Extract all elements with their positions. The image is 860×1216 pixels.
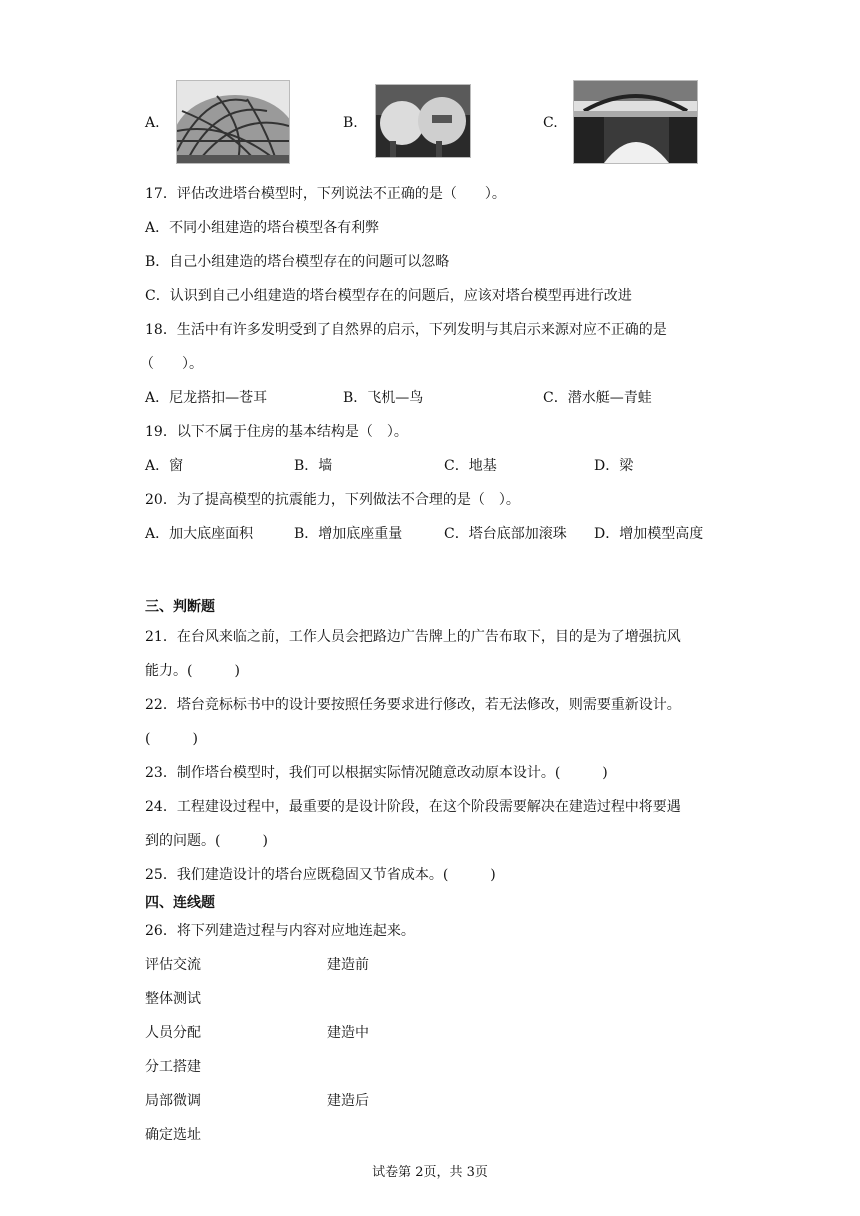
question-21-line1: 21．在台风来临之前，工作人员会把路边广告牌上的广告布取下，目的是为了增强抗风 xyxy=(145,629,681,645)
question-22-line2: ( ) xyxy=(145,731,198,747)
arch-bridge-photo xyxy=(573,80,698,164)
bird-nest-stadium-photo xyxy=(176,80,290,164)
match-left-item: 确定选址 xyxy=(145,1127,201,1143)
question-18-stem: 18．生活中有许多发明受到了自然界的启示，下列发明与其启示来源对应不正确的是 xyxy=(145,322,667,338)
match-right-item: 建造后 xyxy=(327,1093,369,1109)
question-18-option-b: B．飞机—鸟 xyxy=(343,390,424,406)
match-left-item: 人员分配 xyxy=(145,1025,201,1041)
option-label-c: C. xyxy=(543,115,558,131)
question-24-line2: 到的问题。( ) xyxy=(145,833,268,849)
question-20-option-b: B．增加底座重量 xyxy=(294,526,403,542)
match-right-item: 建造中 xyxy=(327,1025,369,1041)
question-17-option-c: C．认识到自己小组建造的塔台模型存在的问题后，应该对塔台模型再进行改进 xyxy=(145,288,632,304)
match-left-item: 评估交流 xyxy=(145,957,201,973)
question-17-option-a: A．不同小组建造的塔台模型各有利弊 xyxy=(145,220,380,236)
question-17-stem: 17．评估改进塔台模型时，下列说法不正确的是（ ）。 xyxy=(145,186,506,202)
question-18-option-c: C．潜水艇—青蛙 xyxy=(543,390,652,406)
match-left-item: 分工搭建 xyxy=(145,1059,201,1075)
match-right-item: 建造前 xyxy=(327,957,369,973)
question-18-option-a: A．尼龙搭扣—苍耳 xyxy=(145,390,268,406)
spherical-tanks-photo xyxy=(375,84,471,158)
question-19-option-a: A．窗 xyxy=(145,458,184,474)
question-26-stem: 26．将下列建造过程与内容对应地连起来。 xyxy=(145,923,415,939)
section-4-heading: 四、连线题 xyxy=(145,895,215,911)
question-20-stem: 20．为了提高模型的抗震能力，下列做法不合理的是（ ）。 xyxy=(145,492,520,508)
section-3-heading: 三、判断题 xyxy=(145,599,215,615)
question-24-line1: 24．工程建设过程中，最重要的是设计阶段，在这个阶段需要解决在建造过程中将要遇 xyxy=(145,799,681,815)
question-22-line1: 22．塔台竞标标书中的设计要按照任务要求进行修改，若无法修改，则需要重新设计。 xyxy=(145,697,681,713)
question-19-option-d: D．梁 xyxy=(594,458,634,474)
question-21-line2: 能力。( ) xyxy=(145,663,240,679)
match-left-item: 整体测试 xyxy=(145,991,201,1007)
question-19-stem: 19．以下不属于住房的基本结构是（ ）。 xyxy=(145,424,408,440)
question-20-option-d: D．增加模型高度 xyxy=(594,526,704,542)
question-17-option-b: B．自己小组建造的塔台模型存在的问题可以忽略 xyxy=(145,254,450,270)
question-20-option-a: A．加大底座面积 xyxy=(145,526,254,542)
question-25: 25．我们建造设计的塔台应既稳固又节省成本。( ) xyxy=(145,867,496,883)
question-18-stem-cont: （ ）。 xyxy=(140,356,203,372)
match-left-item: 局部微调 xyxy=(145,1093,201,1109)
question-19-option-c: C．地基 xyxy=(444,458,497,474)
question-23: 23．制作塔台模型时，我们可以根据实际情况随意改动原本设计。( ) xyxy=(145,765,608,781)
question-20-option-c: C．塔台底部加滚珠 xyxy=(444,526,567,542)
option-label-b: B. xyxy=(343,115,358,131)
page-footer: 试卷第 2页，共 3页 xyxy=(372,1165,488,1180)
question-19-option-b: B．墙 xyxy=(294,458,333,474)
option-label-a: A. xyxy=(145,115,160,131)
